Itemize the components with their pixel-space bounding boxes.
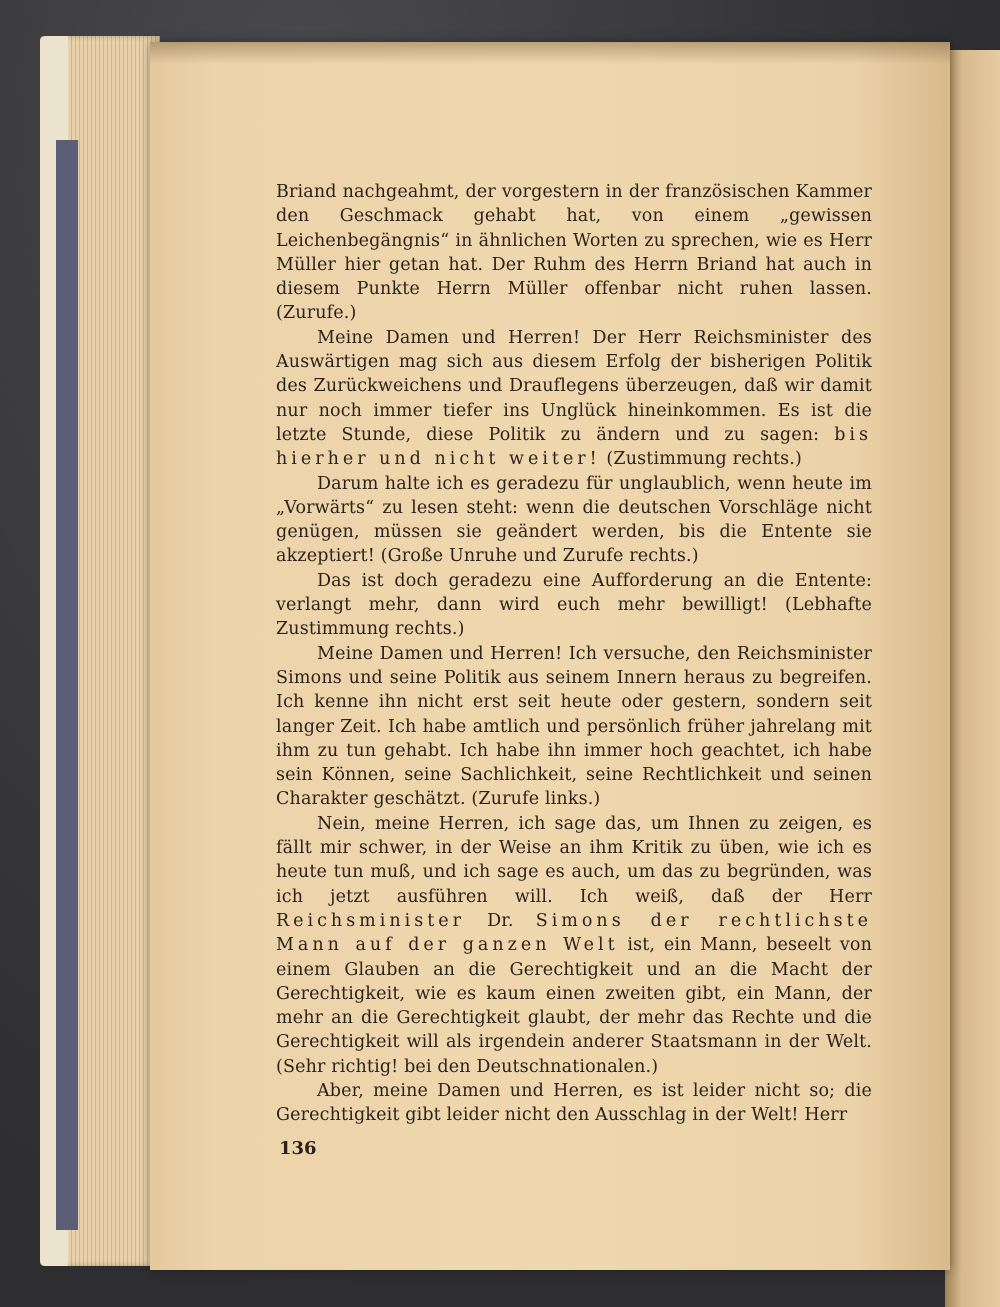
page-top-shadow xyxy=(150,42,950,64)
paragraph-text: Meine Damen und Herren! Der Herr Reichsminister des Auswärtigen mag sich aus diesem Erfolg der bisherigen Politik des Zurückweichens und Drauflegens überzeugen, daß wir damit nur noch immer tiefer ins Unglück hineinkommen. Es ist die letzte Stunde, diese Politik zu ändern und zu sagen: xyxy=(276,327,872,445)
paragraph: Darum halte ich es geradezu für unglaublich, wenn heute im „Vorwärts“ zu lesen steht: wenn die deutschen Vorschläge nicht genügen, müssen sie geändert werden, bis die Entente sie akzeptiert! (Große Unruhe und Zurufe rechts.) xyxy=(276,473,872,567)
paragraph-text: Nein, meine Herren, ich sage das, um Ihnen zu zeigen, es fällt mir schwer, in der Weise an ihm Kritik zu üben, wie ich es heute tun muß, und ich sage es auch, um das zu begründen, was ich jetzt ausführen will. Ich weiß, daß der Herr xyxy=(276,813,872,907)
emphasized-text: Reichsminister xyxy=(276,910,465,931)
paragraph-tail: ist, ein Mann, beseelt von einem Glauben an die Gerechtigkeit und an die Macht der Gerechtigkeit, wie es kaum einen zweiten gibt, ein Mann, der mehr an die Gerechtigkeit glaubt, der mehr das Rechte und die Gerechtigkeit will als irgendein anderer Staatsmann in der Welt. (Sehr richtig! bei den Deutschnationalen.) xyxy=(276,935,872,1077)
paragraph: Meine Damen und Herren! Ich versuche, den Reichsminister Simons und seine Politik aus seinem Innern heraus zu begreifen. Ich kenne ihn nicht erst seit heute oder gestern, sondern seit langer Zeit. Ich habe amtlich und persönlich früher jahrelang mit ihm zu tun gehabt. Ich habe ihn immer hoch geachtet, ich habe sein Können, seine Sachlichkeit, seine Rechtlichkeit und seinen Charakter geschätzt. (Zurufe links.) xyxy=(276,643,872,810)
paragraph: Briand nachgeahmt, der vorgestern in der französischen Kammer den Geschmack gehabt hat, von einem „gewissen Leichenbegängnis“ in ähnlichen Worten zu sprechen, wie es Herr Müller hier getan hat. Der Ruhm des Herrn Briand hat auch in diesem Punkte Herrn Müller offenbar nicht ruhen lassen. (Zurufe.) xyxy=(276,182,872,324)
paragraph xyxy=(276,326,872,472)
page-number: 136 xyxy=(279,1138,317,1159)
emphasized-text: bis hierher und nicht weiter! xyxy=(276,424,872,470)
paragraph: Das ist doch geradezu eine Aufforderung an die Entente: verlangt mehr, dann wird euch mehr bewilligt! (Lebhafte Zustimmung rechts.) xyxy=(276,570,872,640)
paragraph xyxy=(276,812,872,1079)
paragraph: Aber, meine Damen und Herren, es ist leider nicht so; die Gerechtigkeit gibt leider nicht den Ausschlag in der Welt! Herr xyxy=(276,1080,872,1126)
emphasized-text: Simons der rechtlichste Mann auf der ganzen Welt xyxy=(276,910,872,956)
paragraph-tail: (Zustimmung rechts.) xyxy=(600,449,802,470)
facing-page-edge xyxy=(945,50,1000,1307)
book-spine-strip xyxy=(56,140,78,1230)
title-abbrev: Dr. xyxy=(464,910,536,931)
page-text xyxy=(276,180,872,1128)
